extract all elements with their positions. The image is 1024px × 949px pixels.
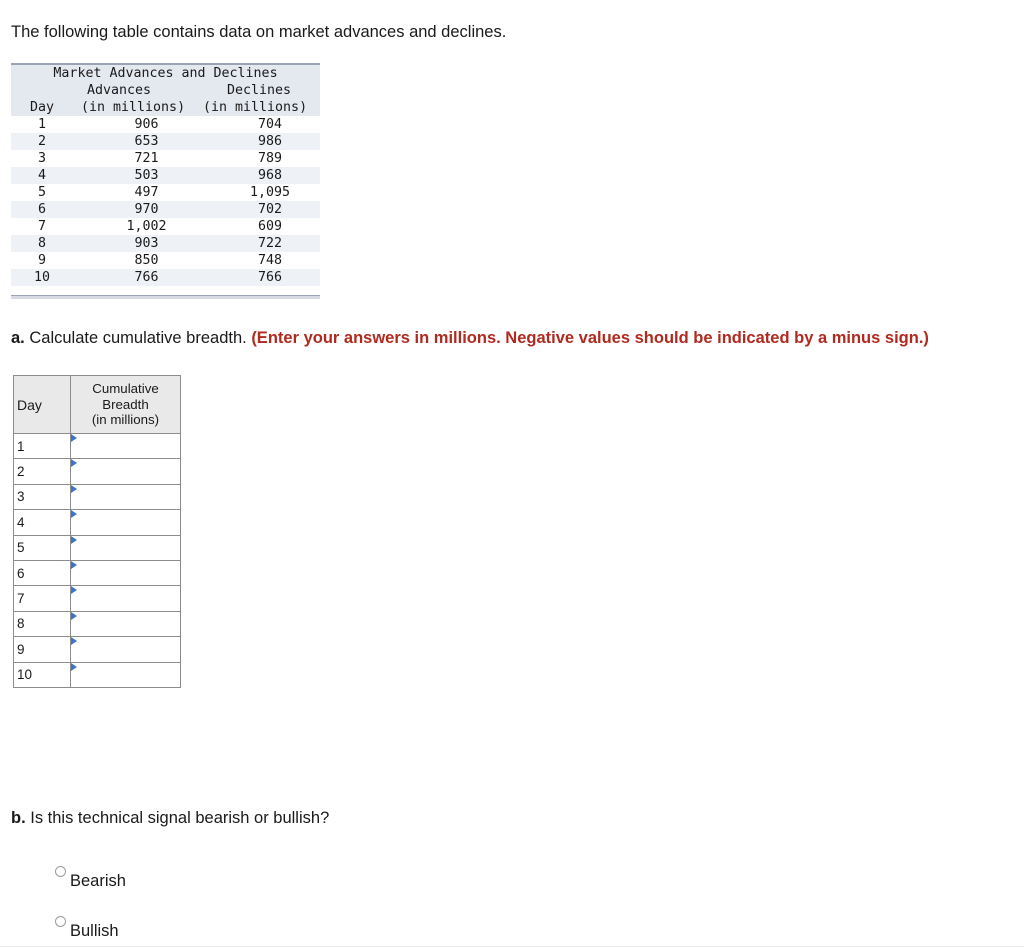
answer-day-cell: 5 bbox=[14, 535, 71, 560]
cumulative-header-line3: (in millions) bbox=[91, 412, 160, 428]
market-table-body bbox=[11, 116, 320, 286]
input-marker-icon bbox=[71, 612, 77, 620]
market-table-row bbox=[11, 252, 320, 269]
market-advances-cell: 903 bbox=[134, 236, 159, 251]
table-bottom-rule bbox=[11, 295, 320, 299]
cumulative-breadth-table bbox=[13, 375, 181, 688]
market-day-cell: 1 bbox=[37, 117, 46, 132]
answer-input-cell[interactable] bbox=[71, 662, 181, 687]
market-advances-cell: 1,002 bbox=[126, 219, 167, 234]
answer-input-cell[interactable] bbox=[71, 535, 181, 560]
option-bullish[interactable] bbox=[55, 916, 119, 938]
market-declines-cell: 748 bbox=[257, 253, 283, 268]
cumulative-breadth-input[interactable] bbox=[71, 485, 180, 509]
market-declines-cell: 968 bbox=[257, 168, 283, 183]
bearish-label: Bearish bbox=[70, 872, 126, 890]
answer-input-cell[interactable] bbox=[71, 611, 181, 636]
market-table-row bbox=[11, 201, 320, 218]
cumulative-breadth-input[interactable] bbox=[71, 434, 180, 458]
answer-row bbox=[14, 637, 181, 662]
cumulative-breadth-input[interactable] bbox=[71, 561, 180, 585]
page-divider bbox=[0, 946, 1024, 947]
question-b-text: Is this technical signal bearish or bullish? bbox=[25, 809, 330, 827]
input-marker-icon bbox=[71, 586, 77, 594]
answer-day-cell: 6 bbox=[14, 560, 71, 585]
market-table-row bbox=[11, 116, 320, 133]
answer-row bbox=[14, 459, 181, 484]
day-header: Day bbox=[30, 100, 55, 115]
answer-day-cell: 8 bbox=[14, 611, 71, 636]
option-bearish[interactable] bbox=[55, 866, 126, 888]
answer-input-cell[interactable] bbox=[71, 434, 181, 459]
question-a bbox=[11, 327, 929, 349]
answer-day-cell: 10 bbox=[14, 662, 71, 687]
market-advances-cell: 906 bbox=[134, 117, 159, 132]
cumulative-breadth-input[interactable] bbox=[71, 536, 180, 560]
market-day-cell: 2 bbox=[37, 134, 46, 149]
bullish-radio[interactable] bbox=[55, 916, 66, 927]
market-table-row bbox=[11, 133, 320, 150]
answer-day-cell: 3 bbox=[14, 484, 71, 509]
answer-input-cell[interactable] bbox=[71, 560, 181, 585]
market-day-cell: 3 bbox=[37, 151, 46, 166]
cumulative-breadth-input[interactable] bbox=[71, 510, 180, 534]
question-a-hint: (Enter your answers in millions. Negative values should be indicated by a minus sign.) bbox=[251, 329, 929, 347]
market-day-cell: 6 bbox=[37, 202, 46, 217]
answer-table-body bbox=[14, 434, 181, 688]
market-day-cell: 10 bbox=[33, 270, 50, 285]
market-day-cell: 8 bbox=[37, 236, 46, 251]
market-table-row bbox=[11, 150, 320, 167]
market-table-row bbox=[11, 184, 320, 201]
answer-input-cell[interactable] bbox=[71, 459, 181, 484]
input-marker-icon bbox=[71, 536, 77, 544]
input-marker-icon bbox=[71, 561, 77, 569]
answer-row bbox=[14, 611, 181, 636]
cumulative-header-line1: Cumulative bbox=[92, 381, 159, 397]
advances-header-line1: Advances bbox=[87, 83, 152, 98]
market-declines-cell: 766 bbox=[257, 270, 283, 285]
question-a-text: Calculate cumulative breadth. bbox=[24, 329, 252, 347]
input-marker-icon bbox=[71, 485, 77, 493]
question-b bbox=[11, 807, 329, 829]
market-table bbox=[11, 63, 320, 299]
answer-day-header: Day bbox=[14, 376, 71, 434]
market-table-row bbox=[11, 235, 320, 252]
market-declines-cell: 1,095 bbox=[249, 185, 291, 200]
cumulative-breadth-input[interactable] bbox=[71, 612, 180, 636]
answer-day-cell: 2 bbox=[14, 459, 71, 484]
input-marker-icon bbox=[71, 459, 77, 467]
answer-input-cell[interactable] bbox=[71, 510, 181, 535]
market-day-cell: 5 bbox=[37, 185, 46, 200]
answer-row bbox=[14, 586, 181, 611]
market-declines-cell: 789 bbox=[257, 151, 283, 166]
answer-row bbox=[14, 434, 181, 459]
question-b-label: b. bbox=[11, 809, 26, 827]
market-declines-cell: 609 bbox=[257, 219, 283, 234]
market-advances-cell: 721 bbox=[134, 151, 159, 166]
market-table-header bbox=[11, 82, 320, 116]
market-table-row bbox=[11, 218, 320, 235]
answer-row bbox=[14, 484, 181, 509]
market-table-title: Market Advances and Declines bbox=[11, 63, 320, 82]
market-declines-cell: 986 bbox=[257, 134, 283, 149]
bearish-radio[interactable] bbox=[55, 866, 66, 877]
declines-header-line1: Declines bbox=[227, 83, 292, 98]
cumulative-breadth-input[interactable] bbox=[71, 460, 180, 484]
cumulative-breadth-input[interactable] bbox=[71, 663, 180, 687]
market-advances-cell: 766 bbox=[134, 270, 159, 285]
intro-text: The following table contains data on market advances and declines. bbox=[11, 23, 507, 41]
market-advances-cell: 653 bbox=[134, 134, 159, 149]
answer-row bbox=[14, 662, 181, 687]
answer-day-cell: 4 bbox=[14, 510, 71, 535]
answer-input-cell[interactable] bbox=[71, 484, 181, 509]
answer-input-cell[interactable] bbox=[71, 637, 181, 662]
market-advances-cell: 970 bbox=[134, 202, 159, 217]
answer-input-cell[interactable] bbox=[71, 586, 181, 611]
input-marker-icon bbox=[71, 510, 77, 518]
answer-row bbox=[14, 510, 181, 535]
answer-row bbox=[14, 535, 181, 560]
input-marker-icon bbox=[71, 434, 77, 442]
answer-day-cell: 9 bbox=[14, 637, 71, 662]
answer-cumulative-header bbox=[71, 376, 181, 434]
question-a-label: a. bbox=[11, 329, 25, 347]
market-day-cell: 4 bbox=[37, 168, 46, 183]
advances-header-line2: (in millions) bbox=[81, 100, 186, 115]
answer-day-cell: 1 bbox=[14, 434, 71, 459]
input-marker-icon bbox=[71, 663, 77, 671]
answer-day-cell: 7 bbox=[14, 586, 71, 611]
answer-row bbox=[14, 560, 181, 585]
cumulative-breadth-input[interactable] bbox=[71, 587, 180, 611]
market-declines-cell: 704 bbox=[257, 117, 283, 132]
cumulative-breadth-input[interactable] bbox=[71, 637, 180, 661]
market-declines-cell: 702 bbox=[257, 202, 283, 217]
market-advances-cell: 497 bbox=[134, 185, 159, 200]
market-day-cell: 9 bbox=[37, 253, 46, 268]
declines-header-line2: (in millions) bbox=[203, 100, 308, 115]
bullish-label: Bullish bbox=[70, 922, 119, 940]
market-day-cell: 7 bbox=[37, 219, 46, 234]
market-advances-cell: 850 bbox=[134, 253, 159, 268]
market-declines-cell: 722 bbox=[257, 236, 283, 251]
market-advances-cell: 503 bbox=[134, 168, 159, 183]
market-table-row bbox=[11, 167, 320, 184]
market-table-row bbox=[11, 269, 320, 286]
cumulative-header-line2: Breadth bbox=[102, 396, 149, 412]
input-marker-icon bbox=[71, 637, 77, 645]
